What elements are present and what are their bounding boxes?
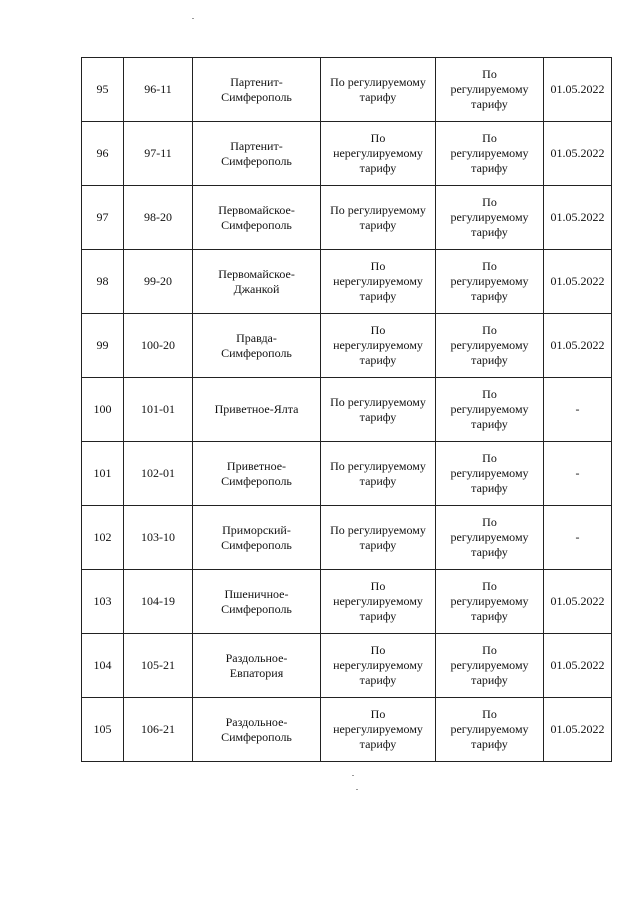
route-code-cell: [124, 186, 193, 250]
route-code-cell: [124, 506, 193, 570]
tariff-current-cell: [436, 506, 544, 570]
row-number: 96: [96, 146, 109, 160]
tariff-current: По регулируемому тарифу: [450, 259, 529, 303]
route-name-cell: [193, 634, 321, 698]
route-code-cell: [124, 698, 193, 762]
route-name: Партенит- Симферополь: [221, 138, 292, 168]
row-number: 97: [96, 210, 109, 224]
route-name-cell: [193, 570, 321, 634]
effective-date: -: [575, 402, 580, 416]
tariff-current: По регулируемому тарифу: [450, 579, 529, 623]
tariff-type: По нерегулируемому тарифу: [333, 259, 423, 303]
route-code-cell: [124, 378, 193, 442]
effective-date-cell: [544, 442, 612, 506]
route-name: Раздольное- Евпатория: [225, 650, 288, 680]
tariff-current: По регулируемому тарифу: [450, 707, 529, 751]
tariff-type-cell: [321, 570, 436, 634]
route-code: 101-01: [141, 402, 175, 416]
route-code-cell: [124, 250, 193, 314]
table-row: [82, 442, 612, 506]
tariff-current-cell: [436, 570, 544, 634]
row-number-cell: [82, 250, 124, 314]
tariff-current-cell: [436, 634, 544, 698]
row-number: 100: [93, 402, 112, 416]
table-row: [82, 250, 612, 314]
row-number: 103: [93, 594, 112, 608]
tariff-type-cell: [321, 314, 436, 378]
table-row: [82, 58, 612, 122]
route-name: Правда- Симферополь: [221, 330, 292, 360]
tariff-type: По нерегулируемому тарифу: [333, 131, 423, 175]
tariff-type: По нерегулируемому тарифу: [333, 579, 423, 623]
effective-date-cell: [544, 506, 612, 570]
row-number-cell: [82, 314, 124, 378]
tariff-current: По регулируемому тарифу: [450, 451, 529, 495]
tariff-current: По регулируемому тарифу: [450, 323, 529, 367]
tariff-current-cell: [436, 314, 544, 378]
route-code: 104-19: [141, 594, 175, 608]
route-name-cell: [193, 506, 321, 570]
tariff-type: По регулируемому тарифу: [330, 522, 426, 552]
route-code-cell: [124, 634, 193, 698]
tariff-type: По нерегулируемому тарифу: [333, 643, 423, 687]
tariff-type: По нерегулируемому тарифу: [333, 707, 423, 751]
tariff-current-cell: [436, 698, 544, 762]
effective-date: 01.05.2022: [550, 146, 605, 160]
route-name-cell: [193, 186, 321, 250]
route-name-cell: [193, 250, 321, 314]
row-number-cell: [82, 698, 124, 762]
tariff-type-cell: [321, 442, 436, 506]
effective-date-cell: [544, 186, 612, 250]
effective-date-cell: [544, 570, 612, 634]
table-row: [82, 570, 612, 634]
effective-date-cell: [544, 250, 612, 314]
effective-date: -: [575, 530, 580, 544]
row-number: 101: [93, 466, 112, 480]
tariff-current: По регулируемому тарифу: [450, 195, 529, 239]
tariff-type-cell: [321, 378, 436, 442]
route-name-cell: [193, 58, 321, 122]
row-number: 105: [93, 722, 112, 736]
route-code-cell: [124, 314, 193, 378]
tariff-current-cell: [436, 122, 544, 186]
row-number: 98: [96, 274, 109, 288]
table-row: [82, 634, 612, 698]
routes-table: [81, 57, 612, 762]
routes-table-body: [82, 58, 612, 762]
effective-date-cell: [544, 698, 612, 762]
row-number-cell: [82, 378, 124, 442]
route-code: 105-21: [141, 658, 175, 672]
row-number-cell: [82, 186, 124, 250]
route-name: Приветное-Ялта: [214, 402, 299, 416]
route-name-cell: [193, 378, 321, 442]
table-row: [82, 698, 612, 762]
tariff-current: По регулируемому тарифу: [450, 515, 529, 559]
tariff-type: По регулируемому тарифу: [330, 394, 426, 424]
row-number-cell: [82, 58, 124, 122]
route-code: 97-11: [144, 146, 172, 160]
effective-date: 01.05.2022: [550, 722, 605, 736]
tariff-current-cell: [436, 58, 544, 122]
route-code: 102-01: [141, 466, 175, 480]
scan-speck: [352, 775, 354, 776]
route-name-cell: [193, 442, 321, 506]
row-number-cell: [82, 122, 124, 186]
tariff-type-cell: [321, 122, 436, 186]
effective-date: 01.05.2022: [550, 82, 605, 96]
table-row: [82, 314, 612, 378]
effective-date: 01.05.2022: [550, 594, 605, 608]
tariff-current-cell: [436, 250, 544, 314]
route-code-cell: [124, 442, 193, 506]
effective-date-cell: [544, 634, 612, 698]
table-row: [82, 506, 612, 570]
route-name-cell: [193, 122, 321, 186]
tariff-current: По регулируемому тарифу: [450, 67, 529, 111]
effective-date-cell: [544, 58, 612, 122]
row-number: 95: [96, 82, 109, 96]
route-code-cell: [124, 122, 193, 186]
effective-date-cell: [544, 122, 612, 186]
route-name: Раздольное- Симферополь: [221, 714, 292, 744]
route-code: 103-10: [141, 530, 175, 544]
tariff-type-cell: [321, 186, 436, 250]
tariff-type-cell: [321, 58, 436, 122]
effective-date: 01.05.2022: [550, 210, 605, 224]
route-name: Пшеничное- Симферополь: [221, 586, 292, 616]
tariff-type-cell: [321, 506, 436, 570]
route-code: 100-20: [141, 338, 175, 352]
effective-date: 01.05.2022: [550, 658, 605, 672]
tariff-type-cell: [321, 634, 436, 698]
tariff-type: По регулируемому тарифу: [330, 74, 426, 104]
tariff-type: По нерегулируемому тарифу: [333, 323, 423, 367]
route-code: 106-21: [141, 722, 175, 736]
route-code: 98-20: [144, 210, 172, 224]
effective-date-cell: [544, 314, 612, 378]
scan-speck: [356, 789, 358, 790]
route-code: 99-20: [144, 274, 172, 288]
row-number-cell: [82, 570, 124, 634]
tariff-current: По регулируемому тарифу: [450, 643, 529, 687]
tariff-type: По регулируемому тарифу: [330, 202, 426, 232]
route-code: 96-11: [144, 82, 172, 96]
tariff-current-cell: [436, 186, 544, 250]
route-name: Первомайское- Джанкой: [218, 266, 295, 296]
route-name: Приморский- Симферополь: [221, 522, 292, 552]
row-number: 102: [93, 530, 112, 544]
tariff-current: По регулируемому тарифу: [450, 131, 529, 175]
tariff-type: По регулируемому тарифу: [330, 458, 426, 488]
row-number: 99: [96, 338, 109, 352]
tariff-current: По регулируемому тарифу: [450, 387, 529, 431]
tariff-type-cell: [321, 698, 436, 762]
row-number-cell: [82, 506, 124, 570]
row-number-cell: [82, 634, 124, 698]
tariff-type-cell: [321, 250, 436, 314]
effective-date: 01.05.2022: [550, 274, 605, 288]
tariff-current-cell: [436, 378, 544, 442]
table-row: [82, 122, 612, 186]
tariff-current-cell: [436, 442, 544, 506]
row-number-cell: [82, 442, 124, 506]
effective-date-cell: [544, 378, 612, 442]
table-row: [82, 186, 612, 250]
route-name: Приветное- Симферополь: [221, 458, 292, 488]
effective-date: 01.05.2022: [550, 338, 605, 352]
route-name-cell: [193, 698, 321, 762]
route-name-cell: [193, 314, 321, 378]
table-row: [82, 378, 612, 442]
route-code-cell: [124, 58, 193, 122]
row-number: 104: [93, 658, 112, 672]
route-name: Первомайское- Симферополь: [218, 202, 295, 232]
effective-date: -: [575, 466, 580, 480]
route-code-cell: [124, 570, 193, 634]
route-name: Партенит- Симферополь: [221, 74, 292, 104]
scan-speck: [192, 18, 194, 19]
